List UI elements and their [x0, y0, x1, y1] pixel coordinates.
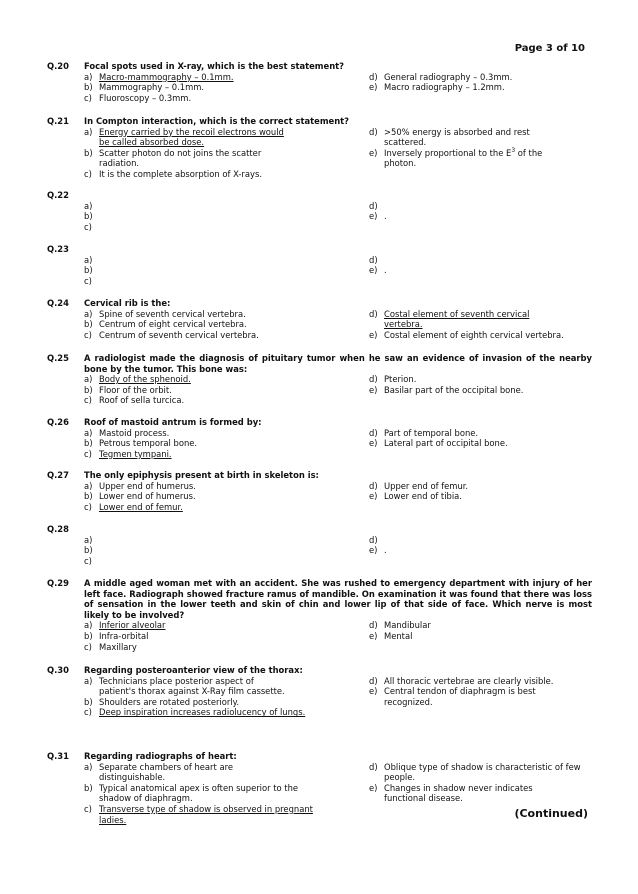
- option-d: d): [369, 200, 378, 211]
- option-b: b) Infra-orbital: [84, 631, 369, 642]
- option-a: a) Technicians place posterior aspect of patient's thorax against X-Ray film cassette.: [84, 676, 369, 697]
- question-number: Q.22: [47, 190, 69, 200]
- question-23: [47, 244, 592, 286]
- option-a-text: Spine of seventh cervical vertebra.: [99, 308, 246, 319]
- question-22: [47, 190, 592, 232]
- option-d-text: Pterion.: [384, 374, 417, 385]
- option-d: d) Mandibular: [369, 620, 589, 631]
- option-a: a) Inferior alveolar: [84, 620, 369, 631]
- option-a-text: Separate chambers of heart are distinguishable.: [99, 761, 233, 783]
- option-d-text: All thoracic vertebrae are clearly visible.: [384, 675, 554, 686]
- question-29: [47, 578, 592, 652]
- option-b: b) Typical anatomical apex is often superior to the shadow of diaphragm.: [84, 783, 369, 804]
- option-a: a) Body of the sphenoid.: [84, 374, 369, 385]
- question-20: [47, 61, 592, 103]
- option-a: a): [84, 200, 93, 211]
- option-d: d) Costal element of seventh cervical vertebra.: [369, 309, 589, 330]
- option-c: c) Fluoroscopy – 0.3mm.: [84, 93, 369, 104]
- question-31: [47, 751, 592, 825]
- question-number: Q.25: [47, 353, 69, 363]
- option-b: b) Mammography – 0.1mm.: [84, 82, 369, 93]
- option-c: c): [84, 555, 92, 566]
- option-c: c): [84, 275, 92, 286]
- option-a: a) Upper end of humerus.: [84, 481, 369, 492]
- question-21: [47, 116, 592, 180]
- option-b: b) Shoulders are rotated posteriorly.: [84, 697, 369, 708]
- option-e: e) Central tendon of diaphragm is best recognized.: [369, 686, 589, 707]
- option-b: b) Floor of the orbit.: [84, 385, 369, 396]
- option-a-text: Technicians place posterior aspect of patient's thorax against X-Ray film cassette.: [99, 675, 285, 697]
- option-b: b) Lower end of humerus.: [84, 491, 369, 502]
- option-e: e) .: [369, 545, 387, 556]
- option-c: c) Centrum of seventh cervical vertebra.: [84, 330, 369, 341]
- option-e: e) Changes in shadow never indicates functional disease.: [369, 783, 589, 804]
- option-c-text: It is the complete absorption of X-rays.: [99, 168, 262, 179]
- option-b-text: Petrous temporal bone.: [99, 438, 198, 449]
- continued-label: (Continued): [514, 807, 588, 820]
- option-b: b): [84, 211, 93, 222]
- option-e: e) Mental: [369, 631, 589, 642]
- option-e-text: Inversely proportional to the $E^3$ of the photon.: [384, 146, 543, 169]
- option-e: e) Basilar part of the occipital bone.: [369, 385, 589, 396]
- option-e: e) .: [369, 211, 387, 222]
- option-d-text: >50% energy is absorbed and rest scattered.: [384, 126, 530, 148]
- option-d: d) Pterion.: [369, 374, 589, 385]
- option-c-text: Lower end of femur.: [99, 501, 183, 512]
- option-a: a): [84, 534, 93, 545]
- question-stem: The only epiphysis present at birth in skeleton is:: [84, 470, 319, 480]
- option-e-text: Lateral part of occipital bone.: [384, 438, 508, 449]
- option-a-text: Body of the sphenoid.: [99, 374, 191, 385]
- option-e: e) Macro radiography – 1.2mm.: [369, 82, 589, 93]
- option-d-text: General radiography – 0.3mm.: [384, 71, 513, 82]
- option-a-text: Mastoid process.: [99, 427, 170, 438]
- option-d: d) Upper end of femur.: [369, 481, 589, 492]
- option-b-text: Mammography – 0.1mm.: [99, 82, 205, 93]
- option-b-text: Scatter photon do not joins the scatter radiation.: [99, 147, 262, 169]
- option-e-text: Basilar part of the occipital bone.: [384, 384, 524, 395]
- question-number: Q.21: [47, 116, 69, 126]
- question-number: Q.30: [47, 665, 69, 675]
- option-e-text: Mental: [384, 630, 413, 641]
- option-c: c) It is the complete absorption of X-rays.: [84, 169, 369, 180]
- question-27: [47, 470, 592, 512]
- question-stem: Cervical rib is the:: [84, 298, 171, 308]
- option-c-text: Maxillary: [99, 641, 137, 652]
- option-c: c) Lower end of femur.: [84, 502, 369, 513]
- option-c: c) Tegmen tympani.: [84, 449, 369, 460]
- question-number: Q.29: [47, 578, 69, 588]
- option-c-text: Roof of sella turcica.: [99, 395, 185, 406]
- question-25: [47, 353, 592, 406]
- question-24: [47, 298, 592, 340]
- question-26: [47, 417, 592, 459]
- option-e-text: Central tendon of diaphragm is best recognized.: [384, 686, 536, 707]
- option-b: b): [84, 265, 93, 276]
- option-e-text: Macro radiography – 1.2mm.: [384, 82, 505, 93]
- option-e: e) Costal element of eighth cervical vertebra.: [369, 330, 589, 341]
- option-d-text: Upper end of femur.: [384, 480, 469, 491]
- question-number: Q.24: [47, 298, 69, 308]
- option-d: d): [369, 534, 378, 545]
- option-c: c): [84, 221, 92, 232]
- option-d-text: Costal element of seventh cervical vertebra.: [384, 308, 530, 330]
- option-a-text: Macro-mammography – 0.1mm.: [99, 71, 234, 82]
- option-b-text: Floor of the orbit.: [99, 384, 172, 395]
- option-b-text: Lower end of humerus.: [99, 491, 196, 502]
- option-b-text: Infra-orbital: [99, 630, 149, 641]
- option-e-text: Lower end of tibia.: [384, 491, 462, 502]
- page-number: Page 3 of 10: [514, 43, 585, 54]
- option-e-text: Changes in shadow never indicates functional disease.: [384, 782, 533, 804]
- question-stem: A middle aged woman met with an accident. She was rushed to emergency department with injury of her left face. Radiograph showed fracture ramus of mandible. On examination it was found that there was loss of sensation in the lower teeth and skin of chin and lower lip of that side of face. Which nerve is most likely to be involved?: [84, 578, 592, 620]
- option-c: c) Transverse type of shadow is observed in pregnant ladies.: [84, 804, 369, 825]
- question-number: Q.26: [47, 417, 69, 427]
- question-stem: A radiologist made the diagnosis of pituitary tumor when he saw an evidence of invasion of the nearby bone by the tumor. This bone was:: [84, 353, 592, 374]
- option-d: d) >50% energy is absorbed and rest scattered.: [369, 127, 589, 148]
- option-e: e) .: [369, 265, 387, 276]
- option-c: c) Roof of sella turcica.: [84, 395, 369, 406]
- option-b-text: Shoulders are rotated posteriorly.: [99, 696, 240, 707]
- option-c-text: Fluoroscopy – 0.3mm.: [99, 92, 192, 103]
- option-c: c) Deep inspiration increases radiolucency of lungs.: [84, 707, 369, 718]
- option-d-text: Mandibular: [384, 620, 431, 631]
- question-number: Q.20: [47, 61, 69, 71]
- option-b: b) Petrous temporal bone.: [84, 438, 369, 449]
- option-e: e) Lateral part of occipital bone.: [369, 438, 589, 449]
- option-d-text: Part of temporal bone.: [384, 427, 479, 438]
- option-c-text: Deep inspiration increases radiolucency of lungs.: [99, 707, 306, 718]
- option-d: d): [369, 254, 378, 265]
- option-a-text: Inferior alveolar: [99, 620, 166, 631]
- question-stem: Roof of mastoid antrum is formed by:: [84, 417, 262, 427]
- question-number: Q.31: [47, 751, 69, 761]
- option-b-text: Typical anatomical apex is often superior to the shadow of diaphragm.: [99, 782, 299, 804]
- option-d: d) General radiography – 0.3mm.: [369, 72, 589, 83]
- option-b-text: Centrum of eight cervical vertebra.: [99, 319, 247, 330]
- option-e: e) Lower end of tibia.: [369, 491, 589, 502]
- option-c-text: Centrum of seventh cervical vertebra.: [99, 329, 259, 340]
- option-e: e) Inversely proportional to the $E^3$ of the photon.: [369, 148, 589, 169]
- option-d: d) All thoracic vertebrae are clearly visible.: [369, 676, 589, 687]
- question-stem: Regarding radiographs of heart:: [84, 751, 237, 761]
- option-b: b) Scatter photon do not joins the scatter radiation.: [84, 148, 369, 169]
- question-number: Q.27: [47, 470, 69, 480]
- option-d: d) Oblique type of shadow is characteristic of few people.: [369, 762, 589, 783]
- option-a-text: Upper end of humerus.: [99, 480, 196, 491]
- question-30: [47, 665, 592, 718]
- option-a: a) Spine of seventh cervical vertebra.: [84, 309, 369, 320]
- question-number: Q.23: [47, 244, 69, 254]
- option-a: a) Mastoid process.: [84, 428, 369, 439]
- option-b: b): [84, 545, 93, 556]
- option-a: a) Separate chambers of heart are distinguishable.: [84, 762, 369, 783]
- option-a: a) Macro-mammography – 0.1mm.: [84, 72, 369, 83]
- question-stem: Focal spots used in X-ray, which is the best statement?: [84, 61, 345, 71]
- option-a-text: Energy carried by the recoil electrons would be called absorbed dose.: [99, 126, 284, 148]
- option-d: d) Part of temporal bone.: [369, 428, 589, 439]
- question-28: [47, 524, 592, 566]
- question-number: Q.28: [47, 524, 69, 534]
- option-b: b) Centrum of eight cervical vertebra.: [84, 319, 369, 330]
- question-stem: Regarding posteroanterior view of the thorax:: [84, 665, 303, 675]
- option-c: c) Maxillary: [84, 642, 369, 653]
- option-c-text: Tegmen tympani.: [99, 448, 172, 459]
- option-d-text: Oblique type of shadow is characteristic of few people.: [384, 761, 581, 783]
- option-c-text: Transverse type of shadow is observed in pregnant ladies.: [99, 803, 313, 825]
- option-a: a) Energy carried by the recoil electrons would be called absorbed dose.: [84, 127, 369, 148]
- option-e-text: Costal element of eighth cervical vertebra.: [384, 329, 564, 340]
- question-stem: In Compton interaction, which is the correct statement?: [84, 116, 350, 126]
- option-a: a): [84, 254, 93, 265]
